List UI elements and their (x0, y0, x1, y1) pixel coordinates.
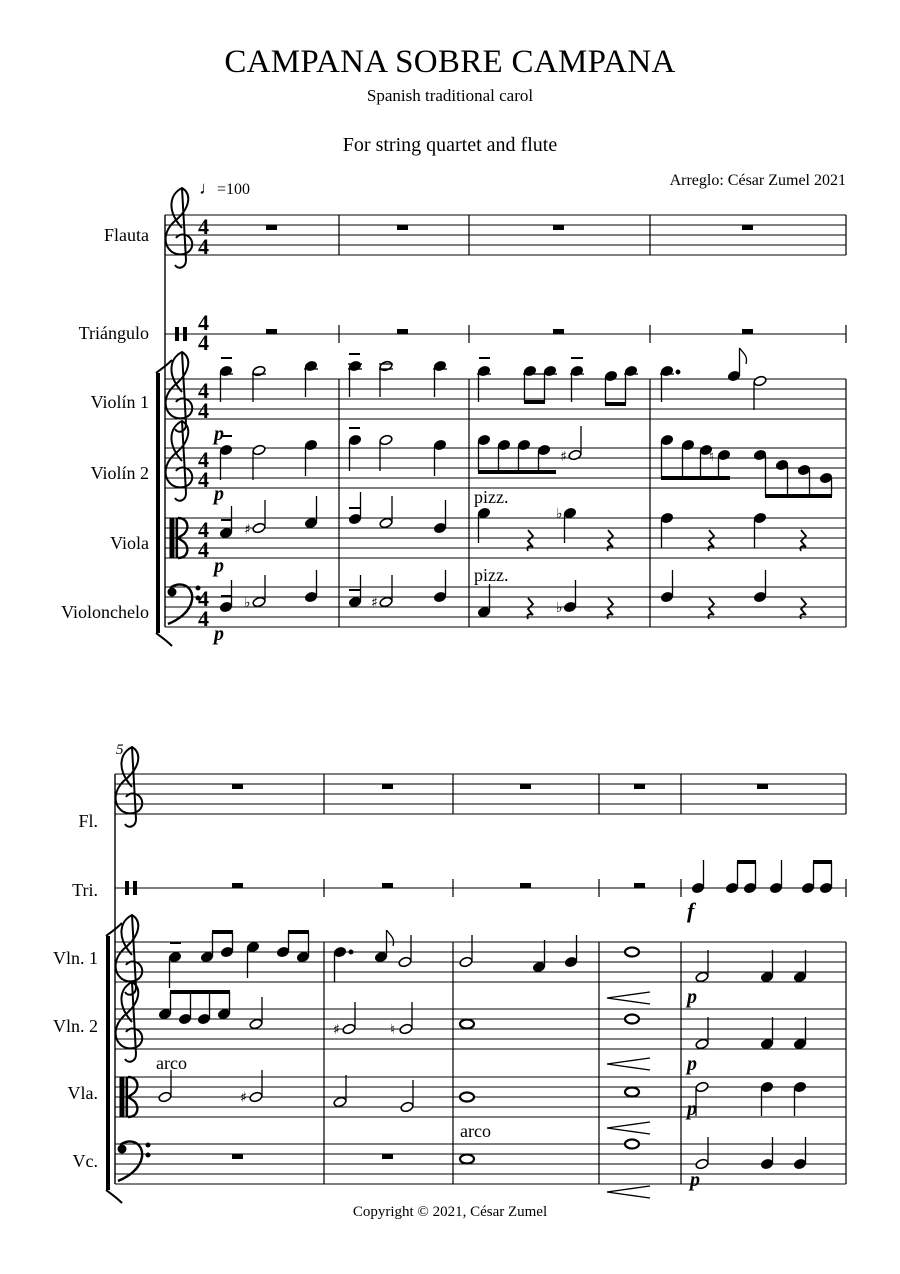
dynamic-piano: p (687, 1053, 697, 1075)
cello-notes-s1 (212, 565, 806, 645)
score-title: CAMPANA SOBRE CAMPANA (224, 44, 676, 80)
svg-text:♯: ♯ (333, 1022, 340, 1038)
dynamic-piano: p (214, 483, 224, 505)
pizz-marking: pizz. (474, 565, 509, 585)
violin1-notes-s1 (212, 348, 767, 445)
svg-text:4: 4 (198, 606, 209, 631)
svg-text:♭: ♭ (556, 506, 563, 522)
instrument-abbr-cello: Vc. (72, 1151, 98, 1171)
svg-text:4: 4 (198, 310, 209, 335)
arranger-credit: Arreglo: César Zumel 2021 (669, 172, 846, 189)
instrument-abbr-triangle: Tri. (72, 880, 98, 900)
dynamic-forte: f (687, 898, 695, 923)
instrument-name-cello: Violonchelo (61, 602, 149, 622)
pizz-marking: pizz. (474, 487, 509, 507)
measure-number: 5 (116, 742, 124, 758)
svg-text:4: 4 (198, 467, 209, 492)
quarter-note-icon: ♩ (199, 178, 217, 198)
instrument-name-triangle: Triángulo (78, 323, 149, 343)
dynamic-piano: p (687, 1098, 697, 1120)
svg-text:♮: ♮ (709, 449, 715, 465)
triangle-notes-s2 (687, 860, 833, 923)
instrument-abbr-flute: Fl. (78, 811, 98, 831)
instrumentation-line: For string quartet and flute (342, 134, 558, 156)
svg-text:4: 4 (198, 234, 209, 259)
copyright-notice: Copyright © 2021, César Zumel (352, 1204, 548, 1220)
arco-marking: arco (156, 1053, 187, 1073)
svg-text:4: 4 (198, 517, 209, 542)
dynamic-piano: p (687, 986, 697, 1008)
svg-text:4: 4 (198, 447, 209, 472)
dynamic-piano: p (690, 1169, 700, 1191)
dynamic-piano: p (214, 555, 224, 577)
viola-notes-s1 (212, 492, 806, 577)
violin2-notes-s2 (156, 992, 807, 1075)
svg-text:♯: ♯ (244, 522, 251, 538)
svg-text:4: 4 (198, 330, 209, 355)
score-subtitle: Spanish traditional carol (366, 86, 534, 105)
violin2-notes-s1 (212, 426, 833, 507)
svg-text:♯: ♯ (560, 449, 567, 465)
arco-marking: arco (460, 1121, 491, 1141)
svg-text:4: 4 (198, 378, 209, 403)
cello-notes-s2 (460, 1121, 807, 1198)
svg-text:♯: ♯ (371, 595, 378, 611)
dynamic-piano: p (214, 423, 224, 445)
instrument-abbr-violin2: Vln. 2 (53, 1016, 98, 1036)
svg-text:♯: ♯ (240, 1090, 247, 1106)
system-1 (156, 188, 846, 646)
svg-text:♭: ♭ (556, 600, 563, 616)
svg-text:4: 4 (198, 214, 209, 239)
instrument-name-flute: Flauta (104, 225, 149, 245)
svg-text:4: 4 (198, 537, 209, 562)
tempo-value: =100 (217, 181, 251, 198)
svg-text:4: 4 (198, 586, 209, 611)
svg-text:♭: ♭ (244, 595, 251, 611)
instrument-name-violin1: Violín 1 (90, 392, 149, 412)
instrument-abbr-violin1: Vln. 1 (53, 948, 98, 968)
dynamic-piano: p (214, 623, 224, 645)
instrument-abbr-viola: Vla. (67, 1083, 98, 1103)
instrument-name-viola: Viola (110, 533, 149, 553)
svg-text:♮: ♮ (390, 1022, 396, 1038)
svg-text:4: 4 (198, 398, 209, 423)
system-2 (106, 747, 846, 1203)
instrument-name-violin2: Violín 2 (90, 463, 149, 483)
